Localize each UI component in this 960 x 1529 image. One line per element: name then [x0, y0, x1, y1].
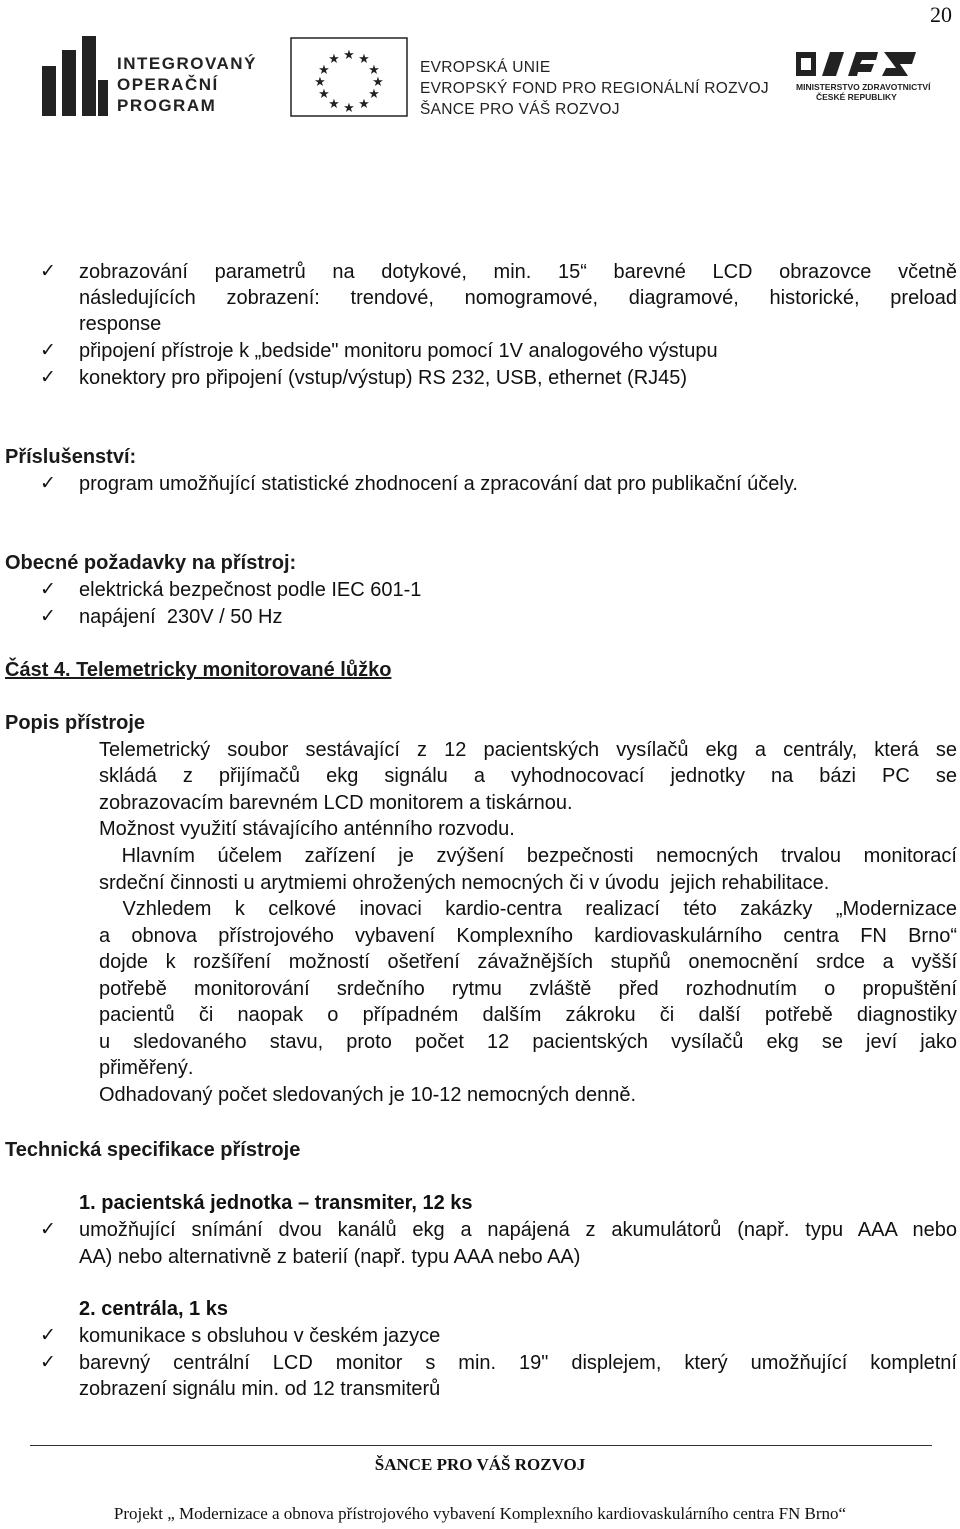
svg-text:★: ★: [368, 63, 380, 78]
description-line: Hlavním účelem zařízení je zvýšení bezpečnosti nemocných trvalou monitorací: [99, 845, 957, 867]
check-icon: ✓: [40, 340, 56, 361]
svg-text:★: ★: [328, 52, 340, 67]
list-item: komunikace s obsluhou v českém jazyce: [79, 1325, 441, 1347]
svg-text:★: ★: [318, 87, 330, 102]
svg-text:★: ★: [314, 75, 326, 90]
accessories-heading: Příslušenství:: [5, 446, 137, 468]
part4-title: Část 4. Telemetricky monitorované lůžko: [5, 659, 392, 681]
check-icon: ✓: [40, 473, 56, 494]
check-icon: ✓: [40, 579, 56, 600]
svg-text:★: ★: [318, 63, 330, 78]
eu-logo-text: EVROPSKÁ UNIE EVROPSKÝ FOND PRO REGIONÁLNÍ ROZVOJ ŠANCE PRO VÁŠ ROZVOJ: [420, 59, 769, 118]
description-line: přiměřený.: [99, 1057, 194, 1079]
description-line: dojde k rozšíření možností ošetření závažnějších stupňů onemocnění srdce a vyšší: [99, 951, 957, 973]
description-line: srdeční činnosti u arytmiemi ohrožených nemocných či v úvodu jejich rehabilitace.: [99, 872, 830, 894]
description-line: u sledovaného stavu, proto počet 12 pacientských vysílačů ekg se jeví jako: [99, 1031, 957, 1053]
description-line: Vzhledem k celkové inovaci kardio-centra realizací této zakázky „Modernizace: [99, 898, 957, 920]
iop-logo-mark: [42, 36, 108, 116]
description-heading: Popis přístroje: [5, 712, 146, 734]
svg-text:★: ★: [358, 52, 370, 67]
description-line: pacientů či naopak o případném dalším zákroku či další potřebě diagnostiky: [99, 1004, 957, 1026]
footer-slogan: ŠANCE PRO VÁŠ ROZVOJ: [374, 1455, 586, 1474]
check-icon: ✓: [40, 1325, 56, 1346]
iop-logo-text: INTEGROVANÝ OPERAČNÍ PROGRAM: [117, 54, 257, 115]
list-item: umožňující snímání dvou kanálů ekg a napájená z akumulátorů (např. typu AAA nebo: [79, 1219, 957, 1241]
check-icon: ✓: [40, 606, 56, 627]
svg-text:★: ★: [368, 87, 380, 102]
ministry-logo-text: MINISTERSTVO ZDRAVOTNICTVÍ ČESKÉ REPUBLIKY: [796, 82, 931, 102]
ministry-health-logo: [796, 50, 918, 80]
description-line: a obnova přístrojového vybavení Komplexního kardiovaskulárního centra FN Brno“: [99, 925, 957, 947]
description-line: zobrazovacím barevném LCD monitorem a tiskárnou.: [99, 792, 573, 814]
description-line: Telemetrický soubor sestávající z 12 pacientských vysílačů ekg a centrály, která se: [99, 739, 957, 761]
svg-text:★: ★: [328, 97, 340, 112]
list-item: připojení přístroje k „bedside" monitoru pomocí 1V analogového výstupu: [79, 340, 718, 362]
list-item: konektory pro připojení (vstup/výstup) RS 232, USB, ethernet (RJ45): [79, 367, 688, 389]
check-icon: ✓: [40, 1352, 56, 1373]
svg-text:★: ★: [358, 97, 370, 112]
list-item-continuation: následujících zobrazení: trendové, nomogramové, diagramové, historické, preload: [79, 287, 957, 309]
tech-sub-heading-1: 1. pacientská jednotka – transmiter, 12 ks: [79, 1192, 473, 1214]
check-icon: ✓: [40, 1219, 56, 1240]
list-item-continuation: AA) nebo alternativně z baterií (např. typu AAA nebo AA): [79, 1246, 581, 1268]
list-item: elektrická bezpečnost podle IEC 601-1: [79, 579, 422, 601]
list-item: program umožňující statistické zhodnocení a zpracování dat pro publikační účely.: [79, 473, 798, 495]
list-item-continuation: zobrazení signálu min. od 12 transmiterů: [79, 1378, 441, 1400]
tech-sub-heading-2: 2. centrála, 1 ks: [79, 1298, 228, 1320]
description-line: potřebě monitorování srdečního rytmu zvláště před rozhodnutím o propuštění: [99, 978, 957, 1000]
general-requirements-heading: Obecné požadavky na přístroj:: [5, 552, 297, 574]
description-line: skládá z přijímačů ekg signálu a vyhodnocovací jednotky na bázi PC se: [99, 765, 957, 787]
list-item-continuation: response: [79, 313, 162, 335]
eu-flag-logo: [290, 37, 408, 117]
footer-project: Projekt „ Modernizace a obnova přístrojového vybavení Komplexního kardiovaskulárního centra FN Brno“: [113, 1504, 847, 1523]
check-icon: ✓: [40, 367, 56, 388]
description-line: Odhadovaný počet sledovaných je 10-12 nemocných denně.: [99, 1084, 637, 1106]
tech-spec-heading: Technická specifikace přístroje: [5, 1139, 301, 1161]
page-number: 20: [930, 2, 952, 27]
list-item: zobrazování parametrů na dotykové, min. 15“ barevné LCD obrazovce včetně: [79, 261, 957, 283]
description-line: Možnost využití stávajícího anténního rozvodu.: [99, 818, 515, 840]
check-icon: ✓: [40, 261, 56, 282]
svg-text:★: ★: [343, 101, 355, 116]
footer-divider: [30, 1445, 932, 1446]
svg-text:★: ★: [343, 48, 355, 63]
list-item: napájení 230V / 50 Hz: [79, 606, 283, 628]
svg-text:★: ★: [372, 75, 384, 90]
list-item: barevný centrální LCD monitor s min. 19" displejem, který umožňující kompletní: [79, 1352, 957, 1374]
